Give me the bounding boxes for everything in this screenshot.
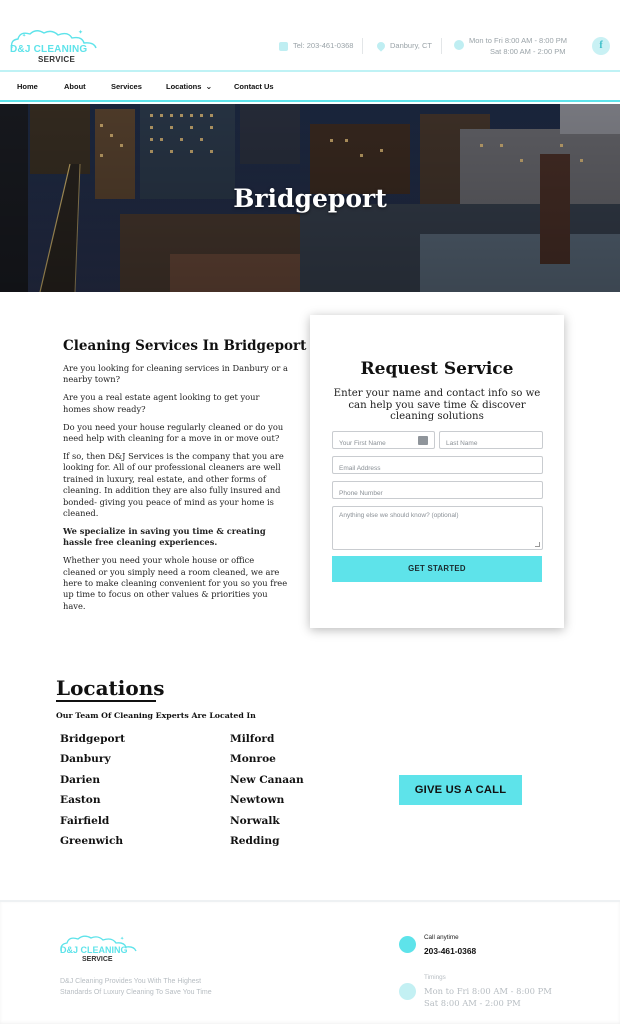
footer-logo-subtext: SERVICE xyxy=(82,956,113,963)
header-hours-1: Mon to Fri 8:00 AM - 8:00 PM xyxy=(469,36,567,45)
svg-text:✦: ✦ xyxy=(22,33,27,39)
nav-locations-label: Locations xyxy=(166,82,202,91)
header-location-text: Danbury, CT xyxy=(390,41,432,50)
location-link[interactable]: Fairfield xyxy=(60,815,110,827)
form-title: Request Service xyxy=(360,359,514,379)
nav-about[interactable]: About xyxy=(64,82,86,91)
footer-tagline: D&J Cleaning Provides You With The Highest Standards Of Luxury Cleaning To Save You Time xyxy=(60,978,212,996)
site-logo[interactable] xyxy=(8,28,98,64)
intro-paragraph: Are you looking for cleaning services in Danbury or a nearby town? xyxy=(63,363,288,385)
intro-section xyxy=(63,338,307,619)
location-link[interactable]: Darien xyxy=(60,774,101,786)
location-link[interactable]: Monroe xyxy=(230,753,276,765)
intro-paragraph: If so, then D&J Services is the company that you are looking for. All of our professional cleaners are well trained in luxury, real estate, and other forms of cleaning. In addition they are also fully insured and bonded- giving you peace of mind as your home is cleaned. xyxy=(63,450,284,518)
svg-text:✦: ✦ xyxy=(78,29,84,36)
location-link[interactable]: Danbury xyxy=(60,753,111,765)
location-link[interactable]: Redding xyxy=(230,835,280,847)
get-started-button[interactable]: GET STARTED xyxy=(332,556,542,582)
location-link[interactable]: Greenwich xyxy=(60,835,124,847)
logo-subtext: SERVICE xyxy=(38,55,76,64)
request-service-form xyxy=(310,315,564,628)
header-hours-2: Sat 8:00 AM - 2:00 PM xyxy=(490,47,566,56)
intro-paragraph: Do you need your house regularly cleaned or do you need help with cleaning for a move in or move out? xyxy=(63,421,284,444)
locations-title: Locations xyxy=(56,676,165,700)
hero-title: Bridgeport xyxy=(233,184,387,213)
svg-text:✦: ✦ xyxy=(120,936,125,942)
resize-handle-icon[interactable] xyxy=(535,542,540,547)
email-field[interactable] xyxy=(332,456,543,474)
chevron-down-icon: ⌄ xyxy=(205,82,213,91)
intro-paragraph: Whether you need your whole house or office cleaned or you simply need a room cleaned, we are here to make cleaning convenient for you so you free up time to focus on other values & priorities you have. xyxy=(63,555,288,611)
intro-heading: Cleaning Services In Bridgeport xyxy=(63,338,307,354)
clock-icon xyxy=(399,983,416,1000)
message-textarea[interactable] xyxy=(333,507,542,549)
divider xyxy=(362,38,363,54)
phone-icon xyxy=(279,42,288,51)
site-footer xyxy=(0,900,620,1024)
give-us-a-call-button[interactable]: GIVE US A CALL xyxy=(399,775,522,805)
phone-icon xyxy=(399,936,416,953)
nav-services[interactable]: Services xyxy=(111,82,142,91)
nav-home[interactable]: Home xyxy=(17,82,38,91)
autofill-icon xyxy=(418,436,428,445)
locations-subtitle: Our Team Of Cleaning Experts Are Located In xyxy=(56,711,256,720)
footer-timings-value-2: Sat 8:00 AM - 2:00 PM xyxy=(424,998,521,1006)
location-link[interactable]: Newtown xyxy=(230,794,285,806)
title-underline xyxy=(56,700,156,702)
header-location xyxy=(377,41,432,50)
footer-timings-label: Timings xyxy=(424,974,446,981)
last-name-input[interactable] xyxy=(440,436,542,452)
header-phone-text: Tel: 203-461-0368 xyxy=(293,41,354,50)
facebook-icon[interactable]: f xyxy=(592,37,610,55)
footer-call-label: Call anytime xyxy=(424,934,459,941)
phone-input[interactable] xyxy=(333,486,542,502)
location-link[interactable]: Bridgeport xyxy=(60,733,126,745)
phone-field[interactable] xyxy=(332,481,543,499)
footer-logo[interactable] xyxy=(58,934,138,970)
footer-logo-text: D&J CLEANING xyxy=(60,945,128,955)
main-nav xyxy=(0,70,620,102)
nav-contact[interactable]: Contact Us xyxy=(234,82,274,91)
footer-call-number[interactable]: 203-461-0368 xyxy=(424,946,477,956)
clock-icon xyxy=(454,40,464,50)
logo-text: D&J CLEANING xyxy=(10,44,88,55)
location-link[interactable]: New Canaan xyxy=(230,774,304,786)
intro-highlight: We specialize in saving you time & creating hassle free cleaning experiences. xyxy=(63,525,266,548)
first-name-field[interactable] xyxy=(332,431,435,449)
header-phone[interactable] xyxy=(279,41,353,51)
divider xyxy=(441,38,442,54)
last-name-field[interactable] xyxy=(439,431,543,449)
email-input[interactable] xyxy=(333,461,542,477)
location-link[interactable]: Easton xyxy=(60,794,101,806)
form-subtitle: Enter your name and contact info so we can help you save time & discover cleaning solutions xyxy=(333,388,541,422)
map-pin-icon xyxy=(375,40,386,51)
message-field[interactable] xyxy=(332,506,543,550)
top-header xyxy=(0,0,620,70)
hero-banner xyxy=(0,104,620,292)
intro-paragraph: Are you a real estate agent looking to get your homes show ready? xyxy=(63,392,260,414)
nav-locations[interactable] xyxy=(166,82,212,91)
location-link[interactable]: Norwalk xyxy=(230,815,280,827)
footer-timings-value: Mon to Fri 8:00 AM - 8:00 PM xyxy=(424,986,552,996)
location-link[interactable]: Milford xyxy=(230,733,275,745)
